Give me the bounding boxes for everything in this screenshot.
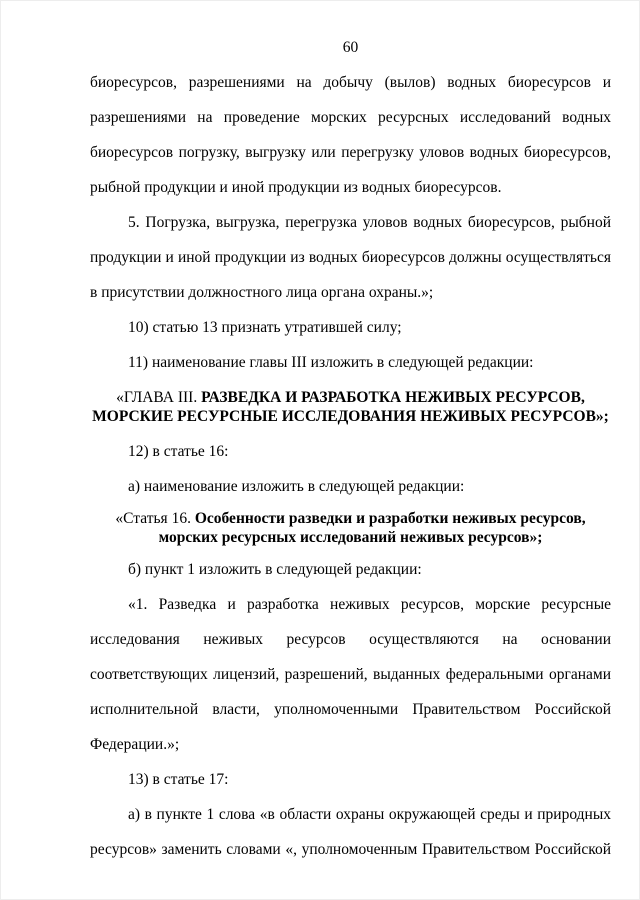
text-line: [90, 622, 611, 657]
text-line: [90, 727, 611, 762]
bold-text-segment: РАЗВЕДКА И РАЗРАБОТКА НЕЖИВЫХ РЕСУРСОВ,: [201, 389, 585, 406]
text-line: [90, 275, 611, 310]
text-line: [90, 170, 611, 205]
text-line: [90, 469, 611, 504]
text-line: [90, 407, 611, 426]
text-line: [90, 692, 611, 727]
bold-text-segment: Особенности разведки и разработки неживых ресурсов,: [194, 510, 586, 527]
page-number: 60: [342, 39, 359, 56]
text-segment: а) наименование изложить в следующей редакции:: [128, 478, 465, 495]
text-line: [90, 345, 611, 380]
text-line: [90, 587, 611, 622]
text-segment: Федерации.»;: [90, 736, 180, 753]
text-segment: 11) наименование главы III изложить в следующей редакции:: [128, 354, 534, 371]
text-segment: разрешениями на проведение морских ресурсных исследований водных: [90, 109, 611, 126]
text-line: [90, 528, 611, 547]
paragraph-item-12: [90, 434, 611, 469]
text-line: [90, 552, 611, 587]
text-line: [90, 388, 611, 407]
text-segment: исполнительной власти, уполномоченными Правительством Российской: [90, 701, 611, 718]
paragraph-quote-point-1: [90, 587, 611, 762]
text-line: [90, 310, 611, 345]
text-segment: «1. Разведка и разработка неживых ресурсов, морские ресурсные: [128, 596, 611, 613]
text-segment: биоресурсов, разрешениями на добычу (вылов) водных биоресурсов и: [90, 74, 611, 91]
text-segment: «Статья 16.: [115, 510, 195, 527]
text-line: [90, 509, 611, 528]
bold-text-segment: морских ресурсных исследований неживых ресурсов»;: [158, 529, 543, 546]
text-line: [90, 762, 611, 797]
paragraph-item-5: [90, 205, 611, 310]
text-segment: в присутствии должностного лица органа охраны.»;: [90, 284, 434, 301]
text-segment: биоресурсов погрузку, выгрузку или перегрузку уловов водных биоресурсов,: [90, 144, 611, 161]
text-line: [90, 797, 611, 832]
text-segment: 13) в статье 17:: [128, 771, 229, 788]
text-line: [90, 65, 611, 100]
text-line: [90, 205, 611, 240]
text-segment: исследования неживых ресурсов осуществляются на основании: [90, 631, 611, 648]
text-line: [90, 135, 611, 170]
heading-article-16: [90, 509, 611, 547]
text-segment: соответствующих лицензий, разрешений, выданных федеральными органами: [90, 666, 611, 683]
text-line: [90, 240, 611, 275]
bold-text-segment: МОРСКИЕ РЕСУРСНЫЕ ИССЛЕДОВАНИЯ НЕЖИВЫХ РЕСУРСОВ»;: [92, 408, 609, 425]
text-segment: а) в пункте 1 слова «в области охраны окружающей среды и природных: [128, 806, 611, 823]
text-segment: 5. Погрузка, выгрузка, перегрузка уловов водных биоресурсов, рыбной: [128, 214, 611, 231]
paragraph-item-13: [90, 762, 611, 797]
paragraph-continuation: [90, 65, 611, 205]
document-body: [90, 65, 611, 867]
paragraph-item-13a: [90, 797, 611, 867]
paragraph-item-12a: [90, 469, 611, 504]
text-line: [90, 657, 611, 692]
text-segment: ресурсов» заменить словами «, уполномоченным Правительством Российской: [90, 841, 611, 858]
paragraph-item-10: [90, 310, 611, 345]
text-segment: 10) статью 13 признать утратившей силу;: [128, 319, 402, 336]
text-line: [90, 100, 611, 135]
text-segment: продукции и иной продукции из водных биоресурсов должны осуществляться: [90, 249, 611, 266]
heading-chapter-3: [90, 388, 611, 426]
text-line: [90, 832, 611, 867]
text-segment: «ГЛАВА III.: [116, 389, 202, 406]
text-line: [90, 434, 611, 469]
paragraph-item-12b: [90, 552, 611, 587]
paragraph-item-11: [90, 345, 611, 380]
text-segment: 12) в статье 16:: [128, 443, 229, 460]
text-segment: рыбной продукции и иной продукции из водных биоресурсов.: [90, 179, 502, 196]
text-segment: б) пункт 1 изложить в следующей редакции:: [128, 561, 422, 578]
